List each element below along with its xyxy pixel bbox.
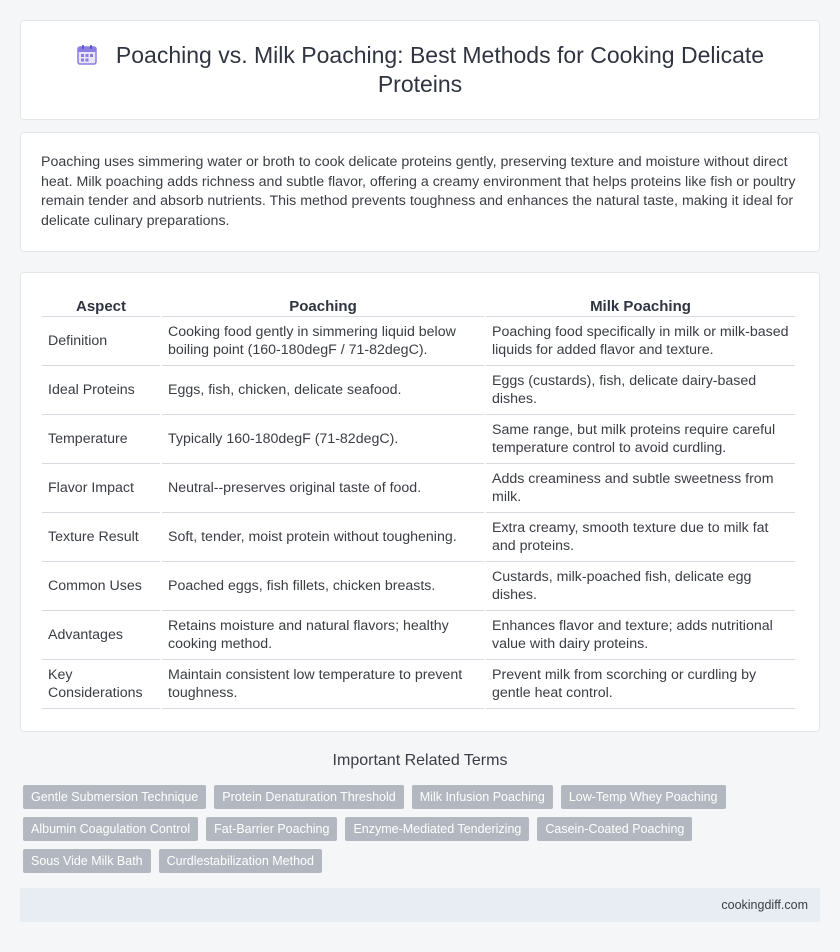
milk-poaching-cell: Custards, milk-poached fish, delicate egg dishes. [486,562,795,611]
aspect-cell: Ideal Proteins [42,366,160,415]
aspect-cell: Common Uses [42,562,160,611]
poaching-cell: Eggs, fish, chicken, delicate seafood. [162,366,484,415]
poaching-cell: Maintain consistent low temperature to prevent toughness. [162,660,484,709]
related-term-tag[interactable]: Fat-Barrier Poaching [206,817,337,841]
related-term-tag[interactable]: Albumin Coagulation Control [23,817,198,841]
table-row [42,317,795,366]
calendar-icon [76,44,98,66]
header-card [20,20,820,120]
related-terms-title: Important Related Terms [332,752,508,769]
milk-poaching-cell: Adds creaminess and subtle sweetness from milk. [486,464,795,513]
aspect-cell: Texture Result [42,513,160,562]
milk-poaching-cell: Prevent milk from scorching or curdling by gentle heat control. [486,660,795,709]
related-term-tag[interactable]: Curdlestabilization Method [159,849,322,873]
table-row [42,660,795,709]
related-term-tag[interactable]: Sous Vide Milk Bath [23,849,151,873]
aspect-cell: Key Considerations [42,660,160,709]
poaching-cell: Cooking food gently in simmering liquid below boiling point (160-180degF / 71-82degC). [162,317,484,366]
table-row [42,366,795,415]
comparison-card [20,272,820,732]
footer [20,888,820,922]
poaching-cell: Typically 160-180degF (71-82degC). [162,415,484,464]
table-row [42,415,795,464]
table-row [42,464,795,513]
milk-poaching-cell: Enhances flavor and texture; adds nutritional value with dairy proteins. [486,611,795,660]
related-term-tag[interactable]: Gentle Submersion Technique [23,785,206,809]
related-term-tag[interactable]: Protein Denaturation Threshold [214,785,404,809]
table-header-row [42,295,795,317]
intro-paragraph: Poaching uses simmering water or broth to cook delicate proteins gently, preserving texture and moisture without direct heat. Milk poaching adds richness and subtle flavor, offering a creamy environment that helps proteins like fish or poultry remain tender and absorb nutrients. This method prevents toughness and enhances the natural taste, making it ideal for delicate culinary preparations. [41,154,796,229]
related-term-tag[interactable]: Enzyme-Mediated Tenderizing [345,817,529,841]
milk-poaching-cell: Poaching food specifically in milk or milk-based liquids for added flavor and texture. [486,317,795,366]
page-title [61,41,779,99]
related-term-tag[interactable]: Low-Temp Whey Poaching [561,785,726,809]
poaching-cell: Retains moisture and natural flavors; healthy cooking method. [162,611,484,660]
table-row [42,562,795,611]
poaching-cell: Soft, tender, moist protein without toughening. [162,513,484,562]
column-header-aspect: Aspect [42,295,160,317]
intro-card [20,132,820,252]
column-header-poaching: Poaching [162,295,484,317]
table-row [42,611,795,660]
table-row [42,513,795,562]
related-term-tag[interactable]: Casein-Coated Poaching [537,817,692,841]
poaching-cell: Poached eggs, fish fillets, chicken breasts. [162,562,484,611]
footer-site-link[interactable]: cookingdiff.com [721,898,808,912]
aspect-cell: Temperature [42,415,160,464]
related-terms-list [23,785,803,873]
aspect-cell: Flavor Impact [42,464,160,513]
column-header-milk-poaching: Milk Poaching [486,295,795,317]
aspect-cell: Definition [42,317,160,366]
aspect-cell: Advantages [42,611,160,660]
milk-poaching-cell: Extra creamy, smooth texture due to milk fat and proteins. [486,513,795,562]
page-title-text: Poaching vs. Milk Poaching: Best Methods for Cooking Delicate Proteins [115,42,765,97]
related-term-tag[interactable]: Milk Infusion Poaching [412,785,553,809]
milk-poaching-cell: Eggs (custards), fish, delicate dairy-based dishes. [486,366,795,415]
milk-poaching-cell: Same range, but milk proteins require careful temperature control to avoid curdling. [486,415,795,464]
poaching-cell: Neutral--preserves original taste of food. [162,464,484,513]
comparison-table [40,295,797,709]
